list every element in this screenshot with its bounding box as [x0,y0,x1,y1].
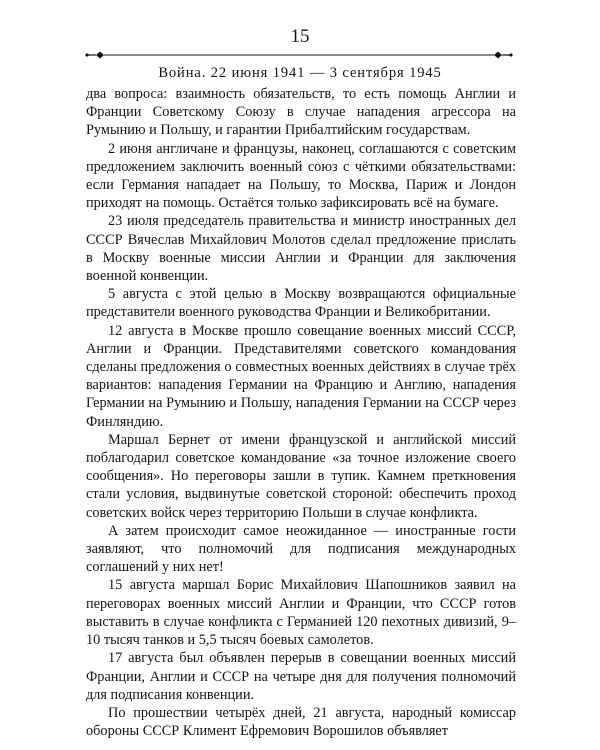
page-number: 15 [290,26,310,47]
body-text [86,85,516,740]
right-fleuron-icon [494,52,513,59]
paragraph: Маршал Бернет от имени французской и английской миссий поблагодарил советское командование «за точное изложение своего сообщения». Но переговоры зашли в тупик. Камнем преткновения стали условия, выдвинутые советской стороной: обеспечить проход советских войск через территорию Польши в случае конфликта. [86,431,516,521]
paragraph: По прошествии четырёх дней, 21 августа, народный комиссар обороны СССР Климент Ефремович Ворошилов объявляет [86,704,516,740]
running-head: Война. 22 июня 1941 — 3 сентября 1945 [158,65,442,81]
left-fleuron-icon [85,52,104,59]
header-rule [84,49,514,61]
paragraph: А затем происходит самое неожиданное — иностранные гости заявляют, что полномочий для подписания международных соглашений у них нет! [86,522,516,576]
paragraph: 2 июня англичане и французы, наконец, соглашаются с советским предложением заключить военный союз с чёткими обязательствами: если Германия нападает на Польшу, то Москва, Париж и Лондон приходят на помощь. Остаётся только зафиксировать всё на бумаге. [86,140,516,212]
paragraph: 23 июля председатель правительства и министр иностранных дел СССР Вячеслав Михайлович Молотов сделал предложение прислать в Москву военные миссии Англии и Франции для заключения военной конвенции. [86,213,516,285]
paragraph: 17 августа был объявлен перерыв в совещании военных миссий Франции, Англии и СССР на четыре дня для получения полномочий для подписания конвенции. [86,650,516,703]
paragraph: 12 августа в Москве прошло совещание военных миссий СССР, Англии и Франции. Представителями советского командования сделаны предложения о совместных военных действиях в случае трёх вариантов: нападения Германии на Францию и Англию, нападения Германии на Румынию и Польшу, нападения Германии на СССР через Финляндию. [86,322,516,430]
paragraph: 15 августа маршал Борис Михайлович Шапошников заявил на переговорах военных миссий Англии и Франции, что СССР готов выставить в случае конфликта с Германией 120 пехотных дивизий, 9–10 тысяч танков и 5,5 тысяч боевых самолетов. [86,577,516,649]
paragraph: два вопроса: взаимность обязательств, то есть помощь Англии и Франции Советскому Союзу в случае нападения агрессора на Румынию и Польшу, и гарантии Прибалтийским государствам. [86,86,516,139]
paragraph: 5 августа с этой целью в Москву возвращаются официальные представители военного руководства Франции и Великобритании. [86,286,516,321]
